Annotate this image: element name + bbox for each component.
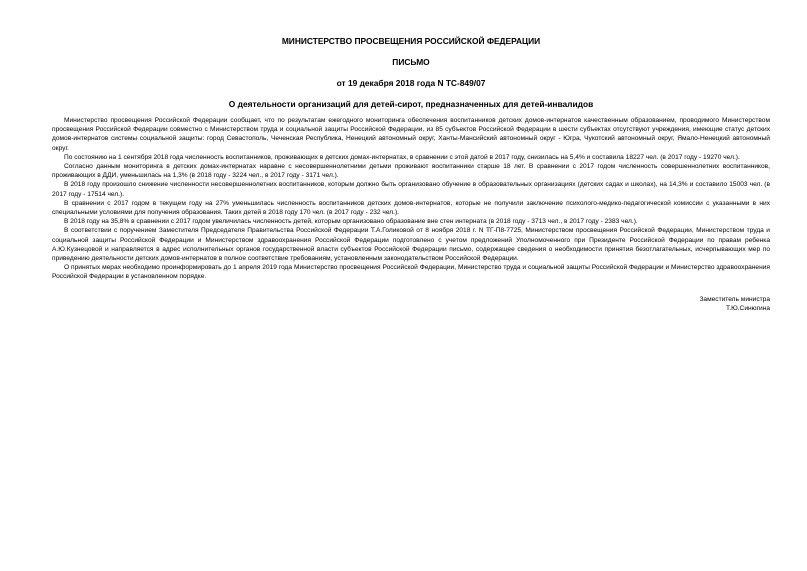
body-paragraph: В 2018 году на 35,8% в сравнении с 2017 годом увеличилась численность детей, которым организовано образование вне стен интерната (в 2018 году - 3713 чел., в 2017 году - 2383 чел.).: [64, 218, 638, 226]
body-paragraph: По состоянию на 1 сентября 2018 года численность воспитанников, проживающих в детских домах-интернатах, в сравнении с этой датой в 2017 году, снизилась на 5,4% и составила 18227 чел. (в 2017 году - 19270 чел.).: [64, 153, 740, 161]
ministry-heading: МИНИСТЕРСТВО ПРОСВЕЩЕНИЯ РОССИЙСКОЙ ФЕДЕРАЦИИ: [281, 36, 541, 46]
body-paragraph: В 2018 году произошло снижение численности несовершеннолетних воспитанников, которым должно быть организовано обучение в образовательных организациях (детских садах и школах), на 14,3% и составило 15003 чел. (в 2017 году - 17514 чел.).: [52, 181, 770, 198]
document-subject-heading: О деятельности организаций для детей-сирот, предназначенных для детей-инвалидов: [228, 99, 594, 109]
body-paragraph: В сравнении с 2017 годом в текущем году на 27% уменьшилась численность воспитанников детских домов-интернатов, которые не получили заключение психолого-медико-педагогической комиссии с указанными в них специальными условиями для получения образования. Таких детей в 2018 году 170 чел. (в 2017 году - 232 чел.).: [52, 199, 770, 217]
body-paragraph: В соответствии с поручением Заместителя Председателя Правительства Российской Федерации Т.А.Голиковой от 8 ноября 2018 г. N ТГ-П8-7725, Министерством просвещения Российской Федерации, Министерством труда и социальной защиты Российской Федерации и Министерством здравоохранения Российской Федерации подготовлено с учетом предложений Уполномоченного при Президенте Российской Федерации по правам ребенка А.Ю.Кузнецовой и направляется в адрес исполнительных органов государственной власти субъектов Российской Федерации письмо, содержащее сведения о необходимости принятия безотлагательных, исчерпывающих мер по приведению деятельности детских домов-интернатов в полное соответствие требованиям, установленным законодательством Российской Федерации.: [52, 227, 770, 263]
document-page: [52, 36, 770, 313]
body-paragraph: Согласно данным мониторинга в детских домах-интернатах наравне с несовершеннолетними детьми проживают воспитанники старше 18 лет. В сравнении с 2017 годом численность совершеннолетних воспитанников, проживающих в ДДИ, уменьшилась на 1,3% (в 2018 году - 3224 чел., в 2017 году - 3171 чел.).: [52, 163, 770, 180]
signature-block: [52, 295, 770, 313]
document-number-heading: от 19 декабря 2018 года N ТС-849/07: [336, 78, 486, 88]
body-paragraph: Министерство просвещения Российской Федерации сообщает, что по результатам ежегодного мониторинга обеспечения воспитанников детских домов-интернатов качественным образованием, проводимого Министерством просвещения Российской Федерации совместно с Министерством труда и социальной защиты Российской Федерации, из 85 субъектов Российской Федерации в шести субъектах отсутствуют учреждения, имеющие статус детских домов-интернатов системы социальной защиты: город Севастополь, Чеченская Республика, Ненецкий автономный округ, Ханты-Мансийский автономный округ - Югра, Чукотский автономный округ, Ямало-Ненецкий автономный округ.: [52, 117, 770, 152]
signatory-position: Заместитель министра: [699, 295, 770, 303]
document-type-heading: ПИСЬМО: [392, 57, 430, 67]
letter-body: [52, 116, 770, 282]
body-paragraph: О принятых мерах необходимо проинформировать до 1 апреля 2019 года Министерство просвещения Российской Федерации, Министерство труда и социальной защиты Российской Федерации и Министерство здравоохранения Российской Федерации в установленном порядке.: [52, 264, 770, 281]
signatory-name: Т.Ю.Синюгина: [725, 304, 770, 312]
